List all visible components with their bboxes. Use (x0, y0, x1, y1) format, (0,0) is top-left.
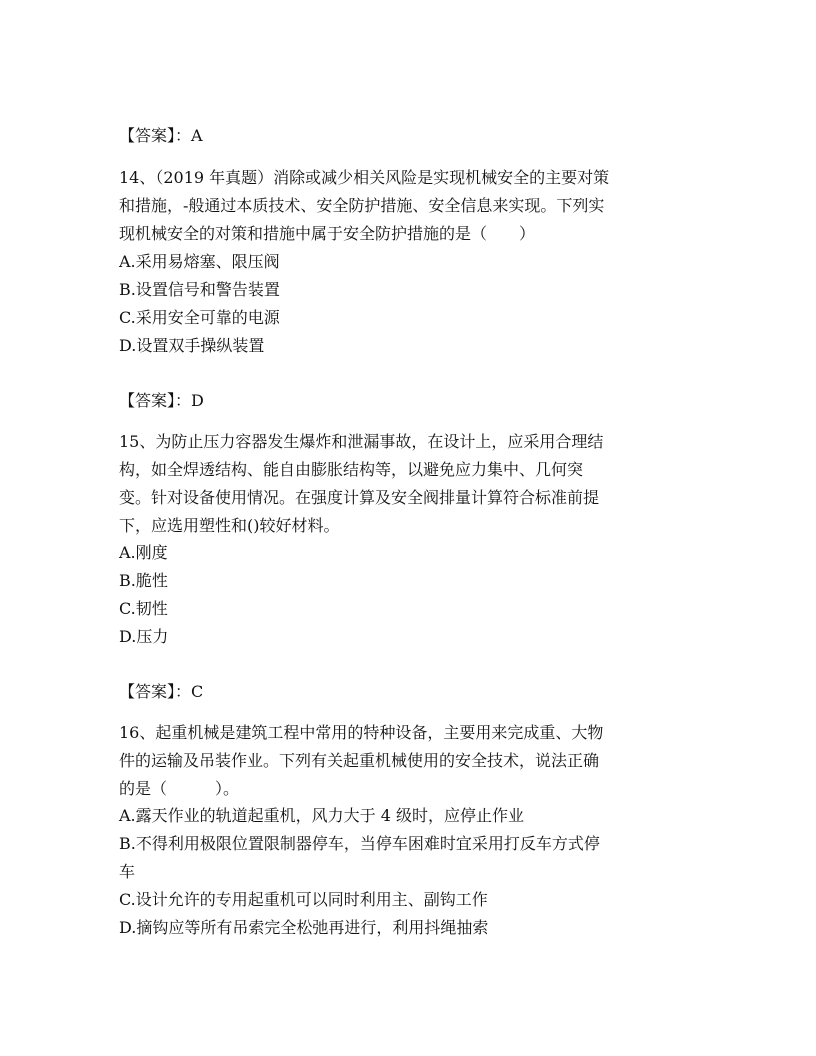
question-16-option-c: C.设计允许的专用起重机可以同时利用主、副钩工作 (119, 890, 488, 909)
question-14-line-2: 和措施，-般通过本质技术、安全防护措施、安全信息来实现。下列实 (119, 196, 605, 215)
question-14-option-d: D.设置双手操纵装置 (119, 336, 265, 355)
question-14-option-a: A.采用易熔塞、限压阀 (119, 252, 280, 271)
question-16-line-3: 的是（ ）。 (119, 779, 240, 798)
question-14-option-b: B.设置信号和警告装置 (119, 280, 280, 299)
question-14-line-1: 14、（2019 年真题）消除或减少相关风险是实现机械安全的主要对策 (119, 168, 610, 187)
question-16-line-2: 件的运输及吊装作业。下列有关起重机械使用的安全技术，说法正确 (119, 751, 600, 770)
question-15-option-c: C.韧性 (119, 599, 168, 618)
question-15-line-1: 15、为防止压力容器发生爆炸和泄漏事故，在设计上，应采用合理结 (119, 432, 604, 451)
question-15-line-3: 变。针对设备使用情况。在强度计算及安全阀排量计算符合标准前提 (119, 488, 600, 507)
question-15-option-d: D.压力 (119, 627, 169, 646)
question-16-option-a: A.露天作业的轨道起重机，风力大于 4 级时，应停止作业 (119, 806, 524, 825)
question-15-line-2: 构，如全焊透结构、能自由膨胀结构等，以避免应力集中、几何突 (119, 460, 584, 479)
question-15-option-a: A.刚度 (119, 543, 168, 562)
question-14-answer: 【答案】：D (119, 391, 204, 410)
answer-label: 【答案】：A (119, 126, 203, 145)
question-16-line-1: 16、起重机械是建筑工程中常用的特种设备，主要用来完成重、大物 (119, 723, 604, 742)
question-15-answer: 【答案】：C (119, 682, 204, 701)
question-16-option-b: B.不得利用极限位置限制器停车，当停车困难时宜采用打反车方式停 (119, 834, 600, 853)
question-15-line-4: 下，应选用塑性和()较好材料。 (119, 516, 340, 535)
question-14-option-c: C.采用安全可靠的电源 (119, 308, 280, 327)
question-16-option-d: D.摘钩应等所有吊索完全松弛再进行，利用抖绳抽索 (119, 918, 489, 937)
question-14-line-3: 现机械安全的对策和措施中属于安全防护措施的是（ ） (119, 224, 536, 243)
question-16-option-b-cont: 车 (119, 862, 136, 881)
question-15-option-b: B.脆性 (119, 571, 168, 590)
